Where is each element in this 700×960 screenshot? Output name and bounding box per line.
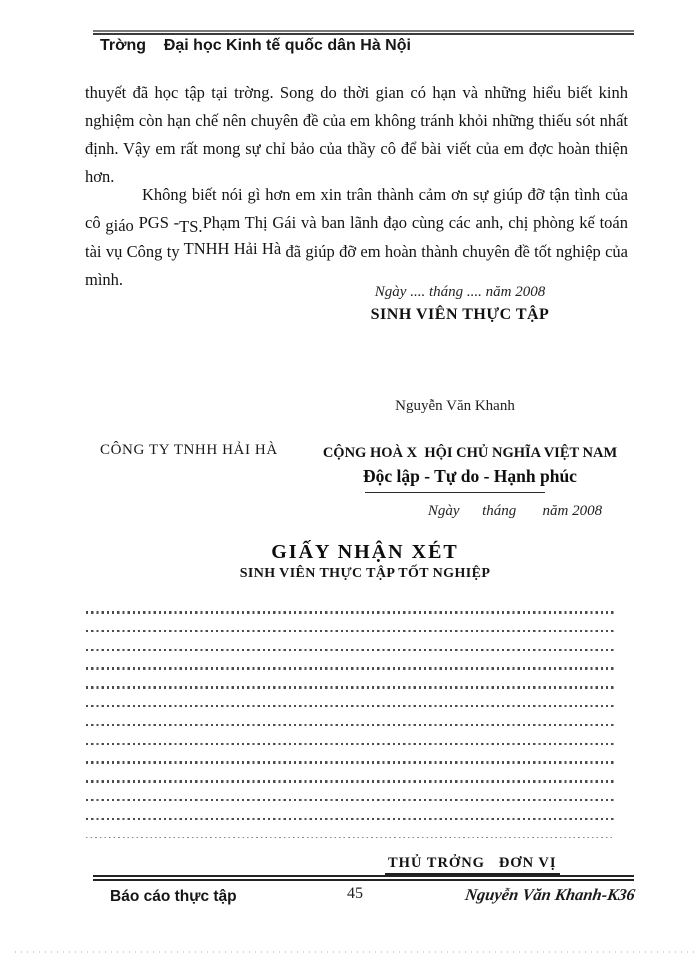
dotted-line bbox=[86, 686, 615, 689]
page-header-school-name: Trờng Đại học Kinh tế quốc dân Hà Nội bbox=[100, 37, 411, 54]
paragraph2-segment: Không biết nói gì hơn em xin trân thành cảm ơn sự giúp đỡ tận tình của cô bbox=[85, 184, 628, 232]
paragraph2-segment: TNHH Hải Hà bbox=[183, 238, 282, 258]
letterhead-motto: Độc lập - Tự do - Hạnh phúc bbox=[363, 466, 577, 486]
dotted-line bbox=[86, 649, 615, 652]
motto-underline bbox=[365, 492, 545, 493]
student-signature-name: Nguyễn Văn Khanh bbox=[395, 398, 515, 414]
dotted-line bbox=[86, 743, 615, 746]
footer-page-number: 45 bbox=[347, 885, 363, 902]
student-signature-role: SINH VIÊN THỰC TẬP bbox=[370, 306, 550, 323]
comment-dotted-lines bbox=[86, 611, 615, 854]
footer-author-signature: Nguyễn Văn Khanh-K36 bbox=[463, 885, 637, 904]
header-top-rule bbox=[93, 30, 634, 35]
paragraph2-segment: Phạm Thị Gái bbox=[202, 213, 297, 232]
body-paragraph-1: thuyết đã học tập tại trờng. Song do thời gian có hạn và những hiểu biết kinh nghiệm còn hạn chế nên chuyên đề của em không tránh khỏi những thiếu sót nhất định. Vậy em rất mong sự chỉ bảo của thầy cô để bài viết của em đợc hoàn thiện hơn. bbox=[85, 82, 628, 186]
dotted-line bbox=[86, 799, 615, 802]
dotted-line bbox=[86, 630, 615, 633]
letterhead-date-line: Ngày tháng năm 2008 bbox=[427, 503, 603, 519]
page-bottom-dotted-artifact bbox=[15, 951, 695, 953]
student-signature-date-line: Ngày .... tháng .... năm 2008 bbox=[374, 284, 546, 300]
approver-title: THỦ TRỞNG ĐƠN VỊ bbox=[385, 855, 560, 875]
body-paragraph-2 bbox=[85, 181, 628, 295]
dotted-line bbox=[86, 837, 615, 839]
paragraph2-segment: giáo bbox=[105, 216, 134, 235]
document-title: GIẤY NHẬN XÉT bbox=[271, 541, 459, 563]
dotted-line bbox=[86, 705, 615, 708]
dotted-line bbox=[86, 780, 615, 783]
letterhead-republic-line: CỘNG HOÀ X HỘI CHỦ NGHĨA VIỆT NAM bbox=[322, 445, 618, 461]
dotted-line bbox=[86, 818, 615, 821]
dotted-line bbox=[86, 667, 615, 670]
dotted-line bbox=[86, 724, 615, 727]
dotted-line bbox=[86, 611, 615, 614]
paragraph2-segment: PGS - bbox=[133, 213, 180, 232]
paragraph2-segment: đã giúp đỡ em hoàn thành chuyên đề tốt nghiệp của mình. bbox=[85, 241, 629, 289]
letterhead-company-name: CÔNG TY TNHH HẢI HÀ bbox=[100, 442, 278, 458]
document-subtitle: SINH VIÊN THỰC TẬP TỐT NGHIỆP bbox=[239, 566, 491, 581]
dotted-line bbox=[86, 761, 615, 764]
footer-double-rule bbox=[93, 875, 634, 881]
paragraph2-segment: và ban lãnh đạo cùng các anh, chị phòng kế toán tài vụ Công ty bbox=[85, 213, 628, 261]
paragraph2-segment: TS. bbox=[179, 217, 203, 236]
footer-report-label: Báo cáo thực tập bbox=[110, 888, 237, 905]
